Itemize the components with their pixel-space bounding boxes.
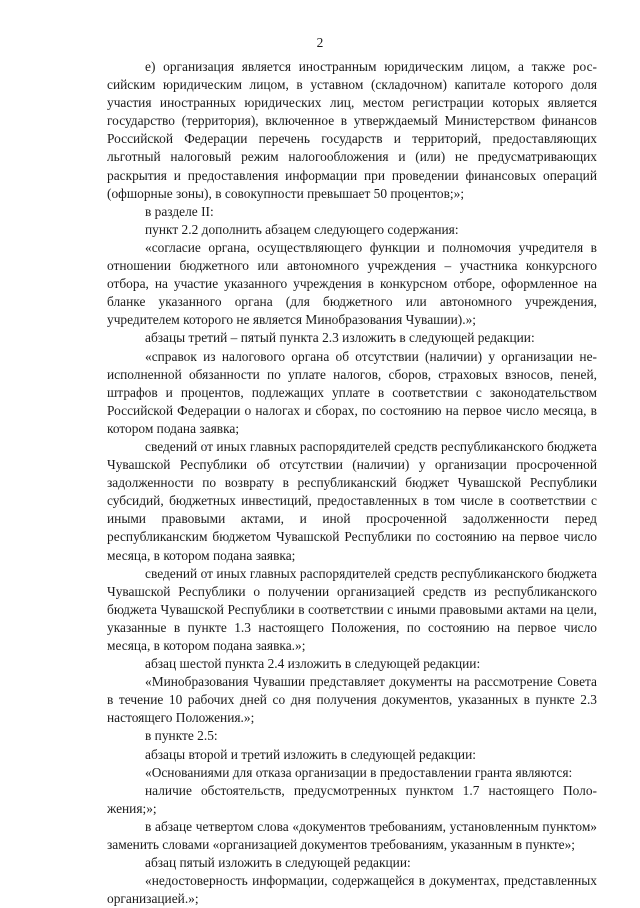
- paragraph-unreliable-info: «недостоверность информации, содержащейся в документах, представленных организацией.»;: [107, 873, 597, 907]
- paragraph-point-2-4-intro: абзац шестой пункта 2.4 изложить в следующей редакции:: [145, 656, 481, 672]
- paragraph-section-ii: в разделе II:: [145, 203, 214, 219]
- paragraph-fifth-intro: абзац пятый изложить в следующей редакции:: [145, 855, 411, 871]
- paragraph-circumstances: наличие обстоятельств, предусмотренных пунктом 1.7 настоящего Положения;»;: [107, 782, 597, 816]
- paragraph-point-2-3-intro: абзацы третий – пятый пункта 2.3 изложить в следующей редакции:: [145, 330, 535, 346]
- paragraph-funds-received-info: сведений от иных главных распорядителей средств республиканского бюджета Чувашской Республики о получении организацией средств из республиканского бюджета Чувашской Республики в соответствии с иными правовыми актами на цели, указанные в пункте 1.3 настоящего Положения, по состоянию на первое число месяца, в котором подана заявка.»;: [107, 565, 597, 653]
- document-body: [107, 58, 597, 908]
- page-number: 2: [316, 35, 324, 50]
- paragraph-council-review: «Минобразования Чувашии представляет документы на рассмотрение Совета в течение 10 рабочих дней со дня получения документов, указанных в пункте 2.3 настоящего Положения.»;: [107, 674, 597, 726]
- paragraph-fourth-replace: в абзаце четвертом слова «документов требованиям, установленным пунктом» заменить словами «организацией документов требованиям, указанным в пункте»;: [107, 818, 597, 853]
- paragraph-second-third-intro: абзацы второй и третий изложить в следующей редакции:: [145, 746, 476, 762]
- paragraph-tax-certificates: «справок из налогового органа об отсутствии (наличии) у организации неисполненной обязанности по уплате налогов, сборов, страховых взносов, пеней, штрафов и процентов, подлежащих уплате в соответствии с законодательством Российской Федерации о налогах и сборах, по состоянию на первое число месяца, в котором подана заявка;: [107, 348, 597, 436]
- paragraph-point-2-2-intro: пункт 2.2 дополнить абзацем следующего содержания:: [145, 221, 459, 237]
- paragraph-point-2-5: в пункте 2.5:: [145, 728, 218, 744]
- paragraph-offshore-condition: е) организация является иностранным юридическим лицом, а также российским юридическим лицом, в уставном (складочном) капитале которого доля участия иностранных юридических лиц, местом регистрации которых является государство (территория), включенное в утверждаемый Министерством финансов Российской Федерации перечень государств и территорий, предоставляющих льготный налоговый режим налогообложения и (или) не предусматривающих раскрытия и предоставления информации при проведении финансовых операций (офшорные зоны), в совокупности превышает 50 процентов;»;: [107, 59, 597, 201]
- paragraph-founder-consent: «согласие органа, осуществляющего функции и полномочия учредителя в отношении бюджетного или автономного учреждения – участника конкурсного отбора, на участие указанного учреждения в конкурсном отборе, оформленное на бланке указанного органа (для бюджетного или автономного учреждения, учредителем которого не является Минобразования Чувашии).»;: [107, 239, 597, 328]
- paragraph-overdue-debt-info: сведений от иных главных распорядителей средств республиканского бюджета Чувашской Республики об отсутствии (наличии) у организации просроченной задолженности по возврату в республиканский бюджет Чувашской Республики субсидий, бюджетных инвестиций, предоставленных в том числе в соответствии с иными правовыми актами, и иной просроченной задолженности перед республиканским бюджетом Чувашской Республики по состоянию на первое число месяца, в котором подана заявка;: [107, 438, 597, 563]
- paragraph-refusal-grounds: «Основаниями для отказа организации в предоставлении гранта являются:: [145, 764, 573, 780]
